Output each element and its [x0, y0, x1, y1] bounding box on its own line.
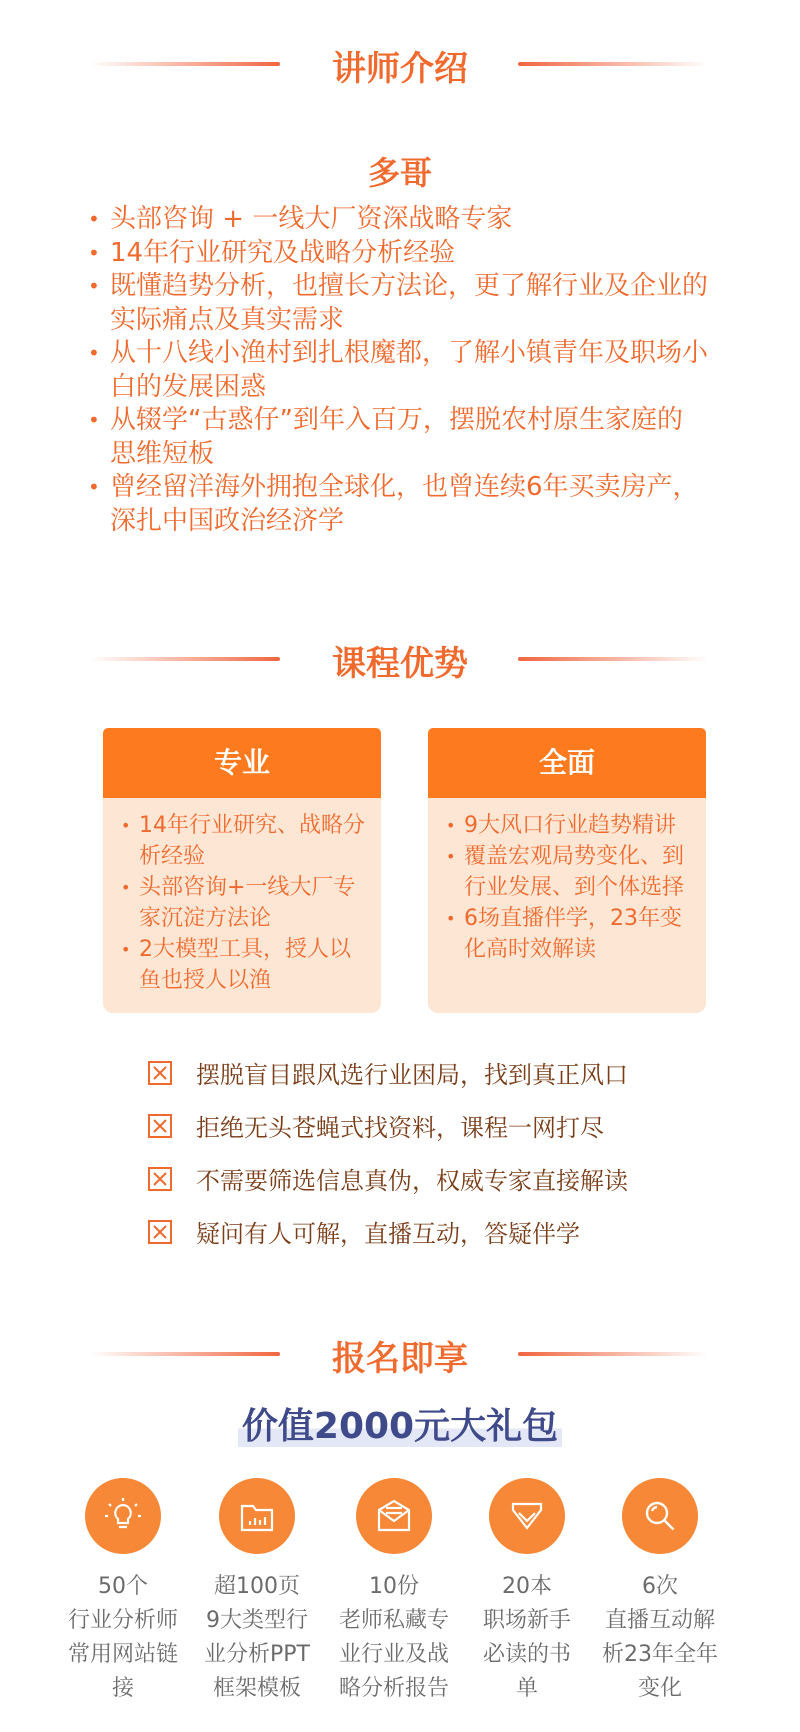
bio-item: • 从辍学“古惑仔”到年入百万，摆脱农村原生家庭的思维短板	[88, 404, 708, 471]
gift-line: 老师私藏专	[338, 1608, 449, 1633]
benefit-text: 拒绝无头苍蝇式找资料，课程一网打尽	[196, 1114, 604, 1142]
section-title-advantages	[0, 628, 800, 688]
gift-line: 职场新手	[482, 1608, 571, 1633]
advantage-card-comprehensive	[428, 728, 706, 1013]
magnifier-icon	[622, 1478, 698, 1554]
benefit-text: 疑问有人可解，直播互动，答疑伴学	[196, 1220, 580, 1248]
gift-line: 常用网站链	[67, 1642, 178, 1667]
lightbulb-icon	[85, 1478, 161, 1554]
card-item: • 6场直播伴学，23年变化高时效解读	[442, 903, 692, 965]
card-body	[103, 798, 381, 1013]
teacher-bio-list	[88, 203, 708, 538]
card-body	[428, 798, 706, 1013]
gift-line: 必读的书	[482, 1642, 571, 1667]
bio-item: • 既懂趋势分析，也擅长方法论，更了解行业及企业的实际痛点及真实需求	[88, 270, 708, 337]
bio-item: • 14年行业研究及战略分析经验	[88, 237, 708, 271]
title-divider-right	[518, 62, 708, 66]
gift-line: 直播互动解	[604, 1608, 715, 1633]
gift-text	[595, 1570, 725, 1706]
gift-package-title-text: 价值2000元大礼包	[238, 1406, 562, 1447]
checkbox-icon	[148, 1220, 172, 1244]
gift-line: 行业分析师	[67, 1608, 178, 1633]
gift-line: 50个	[98, 1574, 148, 1599]
envelope-icon	[356, 1478, 432, 1554]
gift-item-ppt	[192, 1478, 322, 1706]
benefit-text: 不需要筛选信息真伪，权威专家直接解读	[196, 1167, 628, 1195]
section-title-text: 课程优势	[332, 644, 468, 684]
gift-text	[329, 1570, 459, 1706]
checkbox-icon	[148, 1061, 172, 1085]
card-item: • 9大风口行业趋势精讲	[442, 810, 692, 841]
bio-item: • 从十八线小渔村到扎根魔都，了解小镇青年及职场小白的发展困惑	[88, 337, 708, 404]
gift-line: 变化	[637, 1676, 682, 1701]
card-title: 专业	[103, 728, 381, 798]
teacher-name: 多哥	[367, 154, 432, 192]
diamond-icon	[489, 1478, 565, 1554]
section-title-signup	[0, 1323, 800, 1383]
section-title-text: 讲师介绍	[332, 49, 468, 89]
gift-line: 业行业及战	[338, 1642, 449, 1667]
gift-item-reports	[329, 1478, 459, 1706]
gift-line: 略分析报告	[338, 1676, 449, 1701]
section-title-text: 报名即享	[332, 1339, 468, 1379]
checkbox-icon	[148, 1114, 172, 1138]
card-item: • 覆盖宏观局势变化、到行业发展、到个体选择	[442, 841, 692, 903]
gift-line: 单	[515, 1676, 538, 1701]
title-divider-right	[518, 657, 708, 661]
folder-chart-icon	[219, 1478, 295, 1554]
benefit-text: 摆脱盲目跟风选行业困局，找到真正风口	[196, 1061, 628, 1089]
bio-item: • 头部咨询 + 一线大厂资深战略专家	[88, 203, 708, 237]
gift-item-websites	[58, 1478, 188, 1706]
gift-text	[462, 1570, 592, 1706]
gift-line: 9大类型行	[206, 1608, 308, 1633]
advantage-card-professional	[103, 728, 381, 1013]
gift-text	[58, 1570, 188, 1706]
gift-item-live	[595, 1478, 725, 1706]
card-item: • 14年行业研究、战略分析经验	[117, 810, 367, 872]
section-title-teacher	[0, 33, 800, 93]
gift-line: 析23年全年	[602, 1642, 718, 1667]
gift-line: 6次	[642, 1574, 678, 1599]
gift-item-books	[462, 1478, 592, 1706]
gift-line: 20本	[502, 1574, 552, 1599]
card-item: • 头部咨询+一线大厂专家沉淀方法论	[117, 872, 367, 934]
bio-item: • 曾经留洋海外拥抱全球化，也曾连续6年买卖房产，深扎中国政治经济学	[88, 471, 708, 538]
checkbox-icon	[148, 1167, 172, 1191]
card-title: 全面	[428, 728, 706, 798]
gift-line: 接	[111, 1676, 134, 1701]
gift-line: 业分析PPT	[204, 1642, 310, 1667]
title-divider-right	[518, 1352, 708, 1356]
gift-package-title	[0, 1398, 800, 1449]
gift-line: 超100页	[214, 1574, 300, 1599]
card-item: • 2大模型工具，授人以鱼也授人以渔	[117, 934, 367, 996]
gift-text	[192, 1570, 322, 1706]
gift-line: 框架模板	[212, 1676, 301, 1701]
gift-line: 10份	[369, 1574, 419, 1599]
